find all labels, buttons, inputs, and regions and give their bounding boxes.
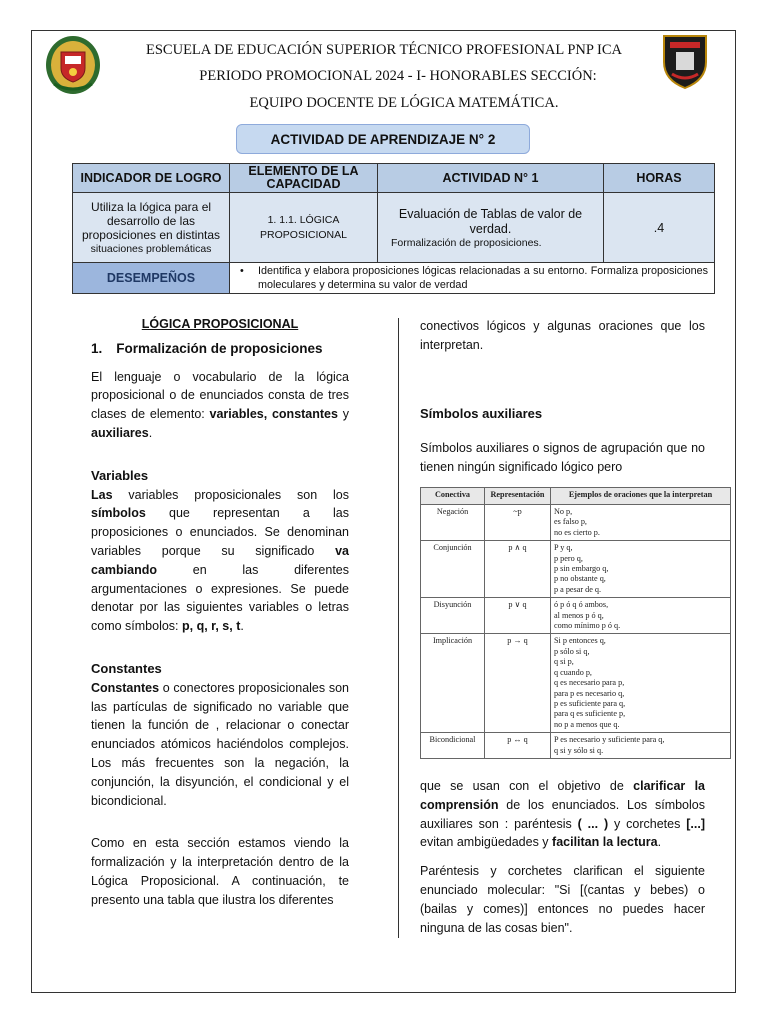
conn-example-line: q es necesario para p, <box>554 678 625 688</box>
conn-representation: p ∧ q <box>485 541 551 598</box>
conn-example-line: P y q, <box>554 543 573 553</box>
desempenos-text: Identifica y elabora proposiciones lógicas relacionadas a su entorno. Formaliza proposiciones moleculares y determina su valor de verdad <box>258 265 708 291</box>
bullet-icon: • <box>240 265 244 277</box>
activity-text: Evaluación de Tablas de valor de verdad. <box>398 206 583 236</box>
table-intro-paragraph: Como en esta sección estamos viendo la formalización y la interpretación dentro de la Lógica Proposicional. A continuación, te presento una tabla que ilustra los diferentes <box>91 836 349 907</box>
conn-representation: ~p <box>485 505 551 541</box>
conn-examples <box>551 733 731 759</box>
header-indicator: INDICADOR DE LOGRO <box>73 164 230 193</box>
conn-row <box>421 598 731 634</box>
connectives-table <box>420 487 731 759</box>
conn-representation: p ↔ q <box>485 733 551 759</box>
conn-example-line: p a pesar de q. <box>554 584 602 594</box>
auxiliares-continued: que se usan con el objetivo de clarificar la comprensión de los enunciados. Los símbolos auxiliares son : paréntesis ( ... ) y corchetes [...] evitan ambigüedades y facilitan la lectura. <box>420 779 705 850</box>
variables-heading: Variables <box>91 467 149 483</box>
conn-example-line: q si p, <box>554 657 574 667</box>
header-element: ELEMENTO DE LA CAPACIDAD <box>230 164 378 193</box>
section-heading: LÓGICA PROPOSICIONAL <box>141 317 299 331</box>
conn-example-line: como mínimo p ó q. <box>554 621 621 631</box>
subsection-heading <box>91 340 349 359</box>
conn-header-connective: Conectiva <box>421 488 485 505</box>
indicator-small: situaciones problemáticas <box>90 242 212 255</box>
conn-name: Disyunción <box>421 598 485 634</box>
conn-example-line: p es suficiente para q, <box>554 698 626 708</box>
conn-name: Implicación <box>421 634 485 733</box>
conn-example-line: No p, <box>554 507 573 516</box>
subsection-number: 1. <box>91 340 103 356</box>
conn-example-line: P es necesario y suficiente para q, <box>554 735 665 745</box>
conn-name: Negación <box>421 505 485 541</box>
conn-example-line: ó p ó q ó ambos, <box>554 600 609 610</box>
conn-example-line: para p es necesario q, <box>554 688 625 698</box>
auxiliares-heading: Símbolos auxiliares <box>420 405 543 421</box>
conn-examples <box>551 634 731 733</box>
conn-row <box>421 541 731 598</box>
header-hours: HORAS <box>604 164 715 193</box>
conn-examples <box>551 598 731 634</box>
indicator-text: Utiliza la lógica para el desarrollo de las proposiciones en distintas <box>81 199 221 242</box>
conn-example-line: p sin embargo q, <box>554 564 609 574</box>
variables-paragraph: Las variables proposicionales son los símbolos que representan a las proposiciones o enunciados. Se denominan variables porque su significado va cambiando en las diferentes argumentaciones o expresiones. Se puede denotar por las siguientes variables o letras como símbolos: p, q, r, s, t. <box>91 487 349 634</box>
conn-examples <box>551 505 731 541</box>
conn-example-line: q si y sólo si q. <box>554 745 604 755</box>
desempenos-cell <box>230 263 715 294</box>
conn-example-line: p pero q, <box>554 553 583 563</box>
conn-example-line: no p a menos que q. <box>554 719 620 729</box>
team-line: EQUIPO DOCENTE DE LÓGICA MATEMÁTICA. <box>249 95 559 111</box>
conn-example-line: Si p entonces q, <box>554 636 606 646</box>
conn-example-line: p no obstante q, <box>554 574 606 584</box>
example-paragraph: Paréntesis y corchetes clarifican el siguiente enunciado molecular: "Si [(cantas y bebes) o (bailas y comes)] entonces no puedes hacer ninguna de las cosas bien". <box>420 864 705 935</box>
subsection-title: Formalización de proposiciones <box>116 340 323 356</box>
conn-example-line: es falso p, <box>554 517 587 527</box>
conn-example-line: al menos p ó q, <box>554 610 604 620</box>
conn-representation: p → q <box>485 634 551 733</box>
intro-paragraph: El lenguaje o vocabulario de la lógica proposicional o de enunciados consta de tres clases de elemento: variables, constantes y auxiliares. <box>91 369 349 440</box>
right-column-lower <box>420 777 705 937</box>
left-column <box>91 315 349 910</box>
info-table <box>72 163 715 294</box>
conn-name: Conjunción <box>421 541 485 598</box>
period-line: PERIODO PROMOCIONAL 2024 - I- HONORABLES SECCIÓN: <box>199 68 597 84</box>
conn-name: Bicondicional <box>421 733 485 759</box>
column-divider <box>398 318 399 938</box>
continuation-paragraph: conectivos lógicos y algunas oraciones que los interpretan. <box>420 319 705 352</box>
conn-example-line: p sólo si q, <box>554 646 590 656</box>
school-name: ESCUELA DE EDUCACIÓN SUPERIOR TÉCNICO PROFESIONAL PNP ICA <box>146 42 622 58</box>
conn-examples <box>551 541 731 598</box>
conn-row <box>421 733 731 759</box>
header-activity: ACTIVIDAD N° 1 <box>378 164 604 193</box>
conn-header-representation: Representación <box>485 488 551 505</box>
conn-row <box>421 505 731 541</box>
conn-example-line: para q es suficiente p, <box>554 709 626 719</box>
desempenos-label: DESEMPEÑOS <box>73 263 230 294</box>
auxiliares-paragraph: Símbolos auxiliares o signos de agrupación que no tienen ningún significado lógico pero <box>420 441 705 475</box>
activity-small: Formalización de proposiciones. <box>391 236 542 249</box>
conn-row <box>421 634 731 733</box>
activity-cell <box>378 193 604 263</box>
conn-representation: p ∨ q <box>485 598 551 634</box>
element-cell: 1. 1.1. LÓGICA PROPOSICIONAL <box>230 193 378 263</box>
indicator-cell <box>73 193 230 263</box>
constantes-paragraph: Constantes o conectores proposicionales son las partículas de significado no variable que tienen la función de , relacionar o conectar enunciados atómicos haciéndolos complejos. Los más frecuentes son la negación, la conjunción, la disyunción, el condicional y el bicondicional. <box>91 680 349 808</box>
hours-cell: .4 <box>604 193 715 263</box>
conn-example-line: q cuando p, <box>554 667 592 677</box>
activity-title: ACTIVIDAD DE APRENDIZAJE N° 2 <box>236 124 530 154</box>
conn-example-line: no es cierto p. <box>554 527 600 537</box>
right-column <box>420 317 705 477</box>
constantes-heading: Constantes <box>91 660 162 676</box>
conn-header-examples: Ejemplos de oraciones que la interpretan <box>551 488 731 505</box>
